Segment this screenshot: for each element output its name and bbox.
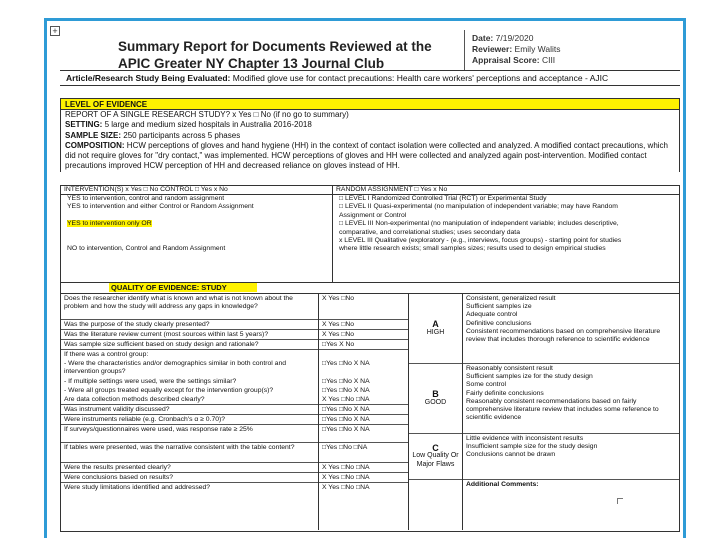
- criteria-c-item: Little evidence with inconsistent results: [466, 435, 584, 442]
- score-label: Appraisal Score:: [472, 55, 540, 65]
- date-value: 7/19/2020: [495, 33, 534, 43]
- sample-label: SAMPLE SIZE:: [65, 130, 122, 140]
- grade-b: [409, 364, 462, 434]
- question-cell: If surveys/questionnaires were used, was response rate ≥ 25%: [61, 425, 318, 443]
- date-label: Date:: [472, 33, 494, 43]
- composition-value: HCW perceptions of gloves and hand hygiene (HH) in the context of contact isolation were collected and analyzed. A modified contact precautions, which did not require gloves for "dry contact," was implemented. HCW perceptions of gloves and HH were collected and analyzed again post-intervention. Modified contact precautions improved HCW perception of HH and decreased reliance on gloves instead of HH.: [65, 140, 668, 171]
- design-level-row: comparative, and correlational studies; uses secondary data: [339, 228, 520, 236]
- criteria-c-item: Conclusions cannot be drawn: [466, 451, 556, 459]
- criteria-column: [463, 294, 679, 530]
- answer-cell[interactable]: X Yes □No □NA: [322, 484, 370, 491]
- question-cell: Were study limitations identified and addressed?: [64, 484, 211, 491]
- question-cell: If there was a control group:: [64, 351, 149, 358]
- answer-cell[interactable]: X Yes □No: [319, 330, 408, 340]
- answer-cell[interactable]: □Yes □No X NA: [319, 425, 408, 443]
- criteria-b-item: Some control: [466, 381, 507, 389]
- study-design-table: [60, 185, 680, 283]
- design-left-row: [61, 212, 332, 220]
- answer-cell[interactable]: □Yes □No X NA: [319, 405, 408, 415]
- answer-cell[interactable]: X Yes □No: [319, 294, 408, 320]
- design-left-row: YES to intervention, control and random assignment: [67, 195, 225, 202]
- question-cell: Was the purpose of the study clearly presented?: [61, 320, 318, 330]
- answer-cell[interactable]: □Yes □No X NA: [319, 415, 408, 425]
- design-level-row: □ LEVEL I Randomized Controlled Trial (RCT) or Experimental Study: [339, 195, 547, 202]
- question-cell: Does the researcher identify what is known and what is not known about the problem and how the study will address any gaps in knowledge?: [61, 294, 318, 320]
- criteria-a-item: Consistent, generalized result: [466, 295, 556, 302]
- reviewer-label: Reviewer:: [472, 44, 513, 54]
- question-cell: Was sample size sufficient based on study design and rationale?: [61, 340, 318, 350]
- design-left-row: YES to intervention and either Control or Random Assignment: [67, 203, 254, 211]
- criteria-b: [463, 364, 679, 434]
- criteria-a: [463, 294, 679, 364]
- question-cell: - Were the characteristics and/or demographics similar in both control and intervention groups?: [64, 360, 287, 376]
- design-level-row: □ LEVEL II Quasi-experimental (no manipulation of independent variable; may have Random: [339, 203, 618, 211]
- grade-b-label: GOOD: [424, 398, 447, 406]
- article-value: Modified glove use for contact precautions: Health care workers' perceptions and acceptance - AJIC: [232, 73, 609, 83]
- design-level-row: □ LEVEL III Non-experimental (no manipulation of independent variable; includes descriptive,: [339, 220, 619, 228]
- question-column: [61, 294, 319, 530]
- question-cell: - If multiple settings were used, were the settings similar?: [64, 378, 237, 385]
- additional-comments-field[interactable]: [463, 494, 679, 530]
- design-left-column: [61, 186, 333, 282]
- composition-label: COMPOSITION:: [65, 140, 125, 150]
- quality-heading-text: QUALITY OF EVIDENCE: STUDY: [109, 283, 257, 292]
- report-title-line2: APIC Greater NY Chapter 13 Journal Club: [118, 56, 385, 71]
- meta-divider: [464, 30, 465, 70]
- criteria-b-item: Fairly definite conclusions: [466, 389, 544, 397]
- criteria-b-item: Reasonably consistent recommendations based on fairly comprehensive literature review that includes some reference to scientific evidence: [466, 397, 659, 422]
- answer-cell[interactable]: □Yes □No X NA: [322, 378, 370, 385]
- reviewer-value: Emily Walits: [514, 44, 561, 54]
- intervention-control-header: INTERVENTION(S) x Yes □ No CONTROL □ Yes x No: [61, 186, 332, 195]
- question-cell: If tables were presented, was the narrative consistent with the table content?: [61, 443, 318, 463]
- answer-cell: [319, 350, 408, 359]
- summary-report-document: [60, 30, 680, 532]
- highlighted-intervention-only: YES to intervention only OR: [67, 220, 152, 228]
- grade-a: [409, 294, 462, 364]
- question-cell: Was instrument validity discussed?: [61, 405, 318, 415]
- resize-corner-icon[interactable]: [617, 498, 623, 504]
- answer-cell[interactable]: X Yes □No □NA: [319, 473, 408, 483]
- design-left-row: [61, 229, 332, 237]
- level-of-evidence-heading: LEVEL OF EVIDENCE: [60, 98, 680, 110]
- single-study-line: REPORT OF A SINGLE RESEARCH STUDY? x Yes □ No (if no go to summary): [65, 110, 349, 119]
- quality-of-evidence-heading: [60, 283, 680, 294]
- design-level-row: Assignment or Control: [339, 211, 407, 219]
- setting-label: SETTING:: [65, 120, 103, 130]
- question-cell: Were instruments reliable (e.g. Cronbach's α ≥ 0.70)?: [61, 415, 318, 425]
- criteria-b-item: Reasonably consistent result: [466, 365, 553, 372]
- question-cell: - Were all groups treated equally except for the intervention group(s)?: [64, 387, 274, 394]
- answer-cell[interactable]: □Yes □No □NA: [319, 443, 408, 463]
- grade-c-letter: C: [432, 442, 439, 453]
- design-left-row: [61, 220, 332, 228]
- level-of-evidence-block: [60, 110, 680, 172]
- criteria-c: [463, 434, 679, 480]
- grade-a-label: HIGH: [426, 328, 445, 336]
- setting-value: 5 large and medium sized hospitals in Australia 2016-2018: [104, 120, 312, 130]
- grade-c: [409, 434, 462, 480]
- report-title-line1: Summary Report for Documents Reviewed at the: [118, 39, 432, 54]
- design-level-row: x LEVEL III Qualitative (exploratory - (e.g., interviews, focus groups) - starting point for studies: [339, 237, 622, 245]
- article-label: Article/Research Study Being Evaluated:: [66, 73, 231, 83]
- design-right-column: [333, 186, 679, 282]
- review-meta: [472, 33, 561, 66]
- answer-cell[interactable]: □Yes □No X NA: [322, 360, 370, 367]
- grade-column: [409, 294, 463, 530]
- report-title: [118, 38, 458, 72]
- criteria-a-item: Sufficient samples ize: [466, 303, 532, 311]
- grade-b-letter: B: [432, 389, 439, 399]
- answer-cell[interactable]: X Yes □No □NA: [319, 395, 408, 405]
- score-value: CIII: [541, 55, 556, 65]
- answer-cell[interactable]: X Yes □No □NA: [319, 463, 408, 473]
- grade-a-letter: A: [432, 319, 439, 329]
- criteria-a-item: Definitive conclusions: [466, 319, 532, 327]
- design-left-row: NO to intervention, Control and Random Assignment: [67, 245, 226, 253]
- random-assignment-header: RANDOM ASSIGNMENT □ Yes x No: [333, 186, 679, 195]
- answer-column: [319, 294, 409, 530]
- criteria-c-item: Insufficient sample size for the study design: [466, 443, 598, 451]
- sample-value: 250 participants across 5 phases: [123, 130, 241, 140]
- answer-cell[interactable]: □Yes X No: [319, 340, 408, 350]
- plus-icon[interactable]: +: [50, 26, 60, 36]
- article-row: [60, 70, 680, 86]
- criteria-a-item: Adequate control: [466, 311, 518, 319]
- design-left-row: [61, 237, 332, 245]
- additional-comments-label: Additional Comments:: [466, 481, 539, 488]
- criteria-a-item: Consistent recommendations based on comprehensive literature review that includes thorough reference to scientific evidence: [466, 327, 661, 344]
- grade-c-label: Low Quality Or Major Flaws: [412, 452, 459, 468]
- question-cell: Are data collection methods described clearly?: [61, 395, 318, 405]
- question-cell: Were the results presented clearly?: [61, 463, 318, 473]
- question-cell: Were conclusions based on results?: [61, 473, 318, 483]
- question-cell: Was the literature review current (most sources within last 5 years)?: [61, 330, 318, 340]
- answer-cell[interactable]: X Yes □No: [319, 320, 408, 330]
- answer-cell[interactable]: □Yes □No X NA: [322, 387, 370, 394]
- criteria-b-item: Sufficient samples ize for the study design: [466, 373, 593, 381]
- quality-table: [60, 294, 680, 532]
- design-level-row: where little research exists; small samples sizes; results used to design empirical studies: [339, 245, 606, 253]
